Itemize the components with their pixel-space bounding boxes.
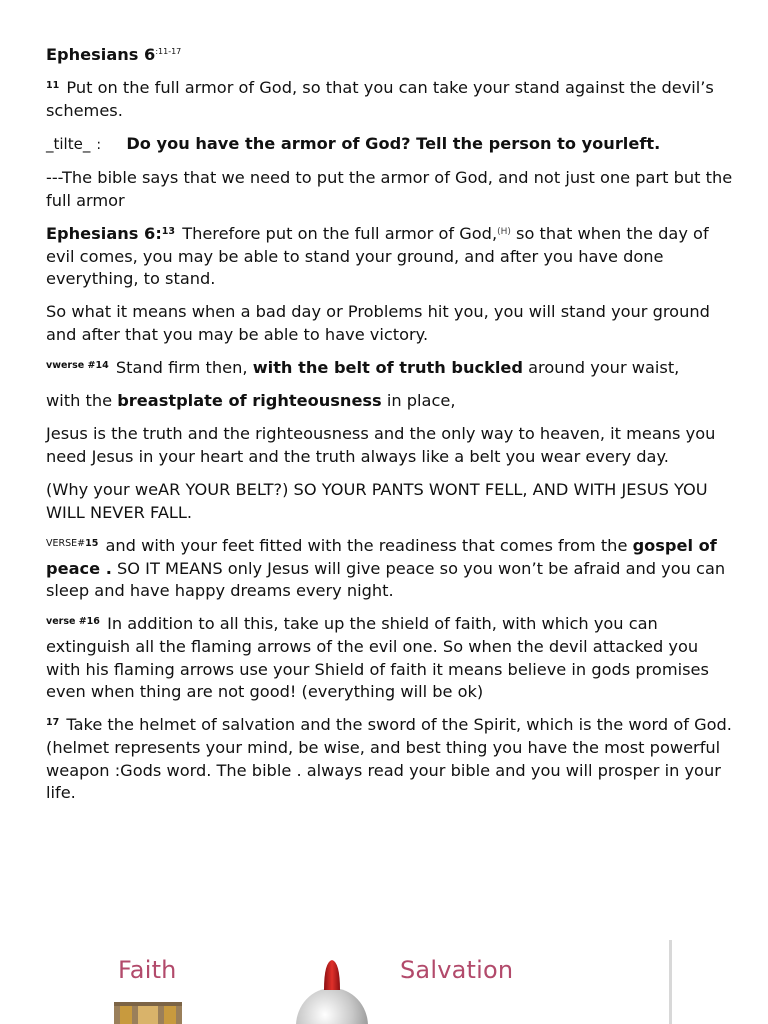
verse-14 xyxy=(46,357,736,380)
verse-13-number: 13 xyxy=(161,225,176,237)
shield-icon xyxy=(112,1000,184,1024)
title-label: _tilte_ xyxy=(46,134,91,153)
verse-16-text: In addition to all this, take up the shield of faith, with which you can extinguish all the flaming arrows of the evil one. So when the devil attacked you with his flaming arrows use your Shield of faith it means believe in gods promises even when thing are not good! (everything will be ok) xyxy=(46,614,709,702)
verse-17-text: Take the helmet of salvation and the sword of the Spirit, which is the word of God. (helmet represents your mind, be wise, and best thing you have the most powerful weapon :Gods word. The bible . always read your bible and you will prosper in your life. xyxy=(46,715,732,803)
verse-17 xyxy=(46,714,736,804)
verse-14-bold: with the belt of truth buckled xyxy=(252,358,523,378)
breastplate-text-a: with the xyxy=(46,391,113,411)
faith-label: Faith xyxy=(118,956,177,984)
verse-16 xyxy=(46,613,736,703)
helmet-icon xyxy=(294,956,370,1024)
verse-14-number: vwerse #14 xyxy=(46,360,109,372)
verse-16-number: verse #16 xyxy=(46,616,100,628)
heading-book: Ephesians 6 xyxy=(46,45,156,64)
verse-15-text-a: and with your feet fitted with the readiness that comes from the xyxy=(105,536,628,556)
cross-reference-link[interactable]: (H) xyxy=(497,226,511,237)
verse-17-number: 17 xyxy=(46,717,60,729)
verse-15-bold: gospel of peace . xyxy=(46,536,717,578)
breastplate-paragraph xyxy=(46,390,736,413)
verse-15-text-b: SO IT MEANS only Jesus will give peace so you won’t be afraid and you can sleep and have happy dreams every night. xyxy=(46,558,726,601)
document-body xyxy=(46,44,736,815)
title-separator: : xyxy=(96,136,102,153)
image-edge-divider xyxy=(669,940,672,1024)
verse-14-text-a: Stand firm then, xyxy=(115,358,248,378)
verse-13-text-b: so that when the day of evil comes, you may be able to stand your ground, and after you have done everything, to stand. xyxy=(46,223,709,289)
verse-11-number: 11 xyxy=(46,80,60,92)
jesus-paragraph: Jesus is the truth and the righteousness and the only way to heaven, it means you need Jesus in your heart and the truth always like a belt you wear every day. xyxy=(46,424,716,467)
bible-says-paragraph: ---The bible says that we need to put the armor of God, and not just one part but the full armor xyxy=(46,168,733,210)
verse-15 xyxy=(46,535,736,603)
armor-illustration-strip xyxy=(0,930,768,1024)
passage-heading xyxy=(46,44,736,67)
salvation-label: Salvation xyxy=(400,956,514,984)
title-question: Do you have the armor of God? Tell the person to yourleft. xyxy=(126,133,661,153)
verse-15-number-digits: 15 xyxy=(85,538,99,550)
belt-paragraph: (Why your weAR YOUR BELT?) SO YOUR PANTS WONT FELL, AND WITH JESUS YOU WILL NEVER FALL. xyxy=(46,480,708,522)
breastplate-text-b: in place, xyxy=(386,391,456,411)
meaning-paragraph: So what it means when a bad day or Problems hit you, you will stand your ground and after that you may be able to have victory. xyxy=(46,302,710,344)
verse-13-text-a: Therefore put on the full armor of God, xyxy=(182,223,498,243)
verse-14-text-b: around your waist, xyxy=(528,358,680,378)
title-line xyxy=(46,133,736,157)
heading-ref: :11-17 xyxy=(155,47,182,56)
verse-15-number xyxy=(46,538,98,549)
verse-13-label: Ephesians 6: xyxy=(46,223,162,243)
verse-15-number-prefix: VERSE# xyxy=(46,538,86,550)
breastplate-bold: breastplate of righteousness xyxy=(117,391,382,411)
verse-13 xyxy=(46,223,736,291)
verse-11-text: Put on the full armor of God, so that you can take your stand against the devil’s schemes. xyxy=(46,78,714,120)
verse-11 xyxy=(46,77,736,122)
